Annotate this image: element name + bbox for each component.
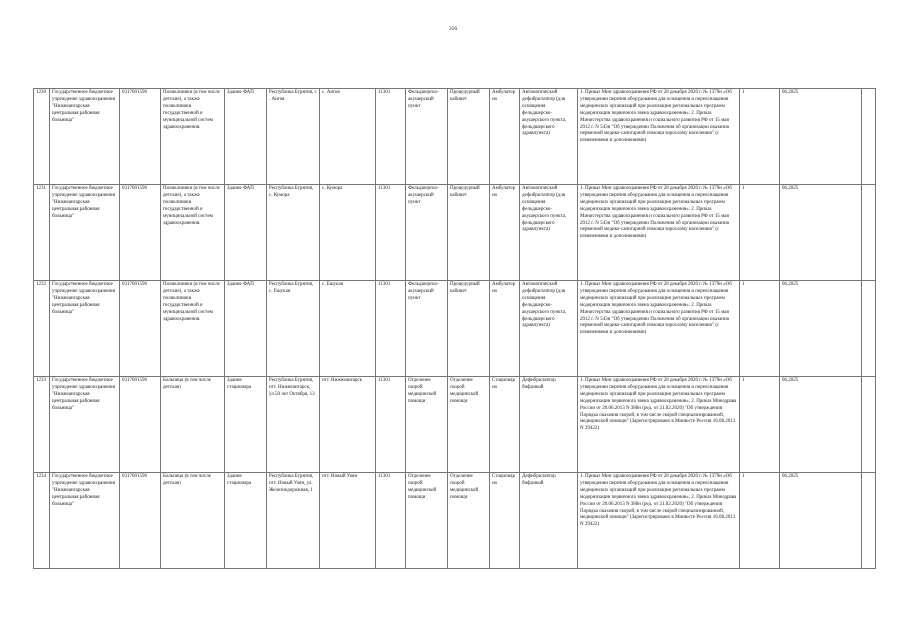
legal-basis-cell: 1. Приказ Мин здравоохранения РФ от 28 декабря 2020 г. № 1379н «Об утверждении перечня оборудования для оснащения и переоснащения медицинских организаций при реализации региональных программ модернизации первичного звена здравоохранения». 2. Приказ Министерства здравоохранения и социального развития РФ от 15 мая 2012 г. N 543н "Об утверждении Положения об организации оказания первичной медико-санитарной помощи взрослому населению" (с изменениями и дополнениями) <box>578 89 740 185</box>
building-cell: Здание ФАП <box>225 89 267 185</box>
organization-cell: Государственное бюджетное учреждение здравоохранения "Нижнеангарская центральная районная больница" <box>50 473 120 569</box>
quantity-cell: 1 <box>740 89 780 185</box>
locality-cell: пгт. Новый Уоян <box>320 473 376 569</box>
equipment-cell: Автоматический дефибриллятор (для оснащения фельдшерско-акушерского пункта, фельдшерского здравпункта) <box>520 281 578 377</box>
date-cell: 06.2025 <box>780 473 862 569</box>
table-row <box>34 281 876 377</box>
code-cell: 11301 <box>376 89 406 185</box>
building-cell: Здание ФАП <box>225 185 267 281</box>
empty-cell <box>862 89 876 185</box>
building-cell: Здание стационара <box>225 473 267 569</box>
row-number: 1234 <box>34 473 50 569</box>
address-cell: Республика Бурятия, с . Ангоя <box>267 89 320 185</box>
quantity-cell: 1 <box>740 185 780 281</box>
locality-cell: с. Ешукан <box>320 281 376 377</box>
equipment-cell: Автоматический дефибриллятор (для оснащения фельдшерско-акушерского пункта, фельдшерского здравпункта) <box>520 185 578 281</box>
table-row <box>34 185 876 281</box>
date-cell: 06.2025 <box>780 377 862 473</box>
organization-type-cell: Поликлиники (в том числе детские), а также поликлиники государственной и муниципальной систем здравоохранения. <box>161 89 225 185</box>
legal-basis-cell: 1. Приказ Мин здравоохранения РФ от 28 декабря 2020 г. № 1379н «Об утверждении перечня оборудования для оснащения и переоснащения медицинских организаций при реализации региональных программ модернизации первичного звена здравоохранения». 2. Приказ Министерства здравоохранения и социального развития РФ от 15 мая 2012 г. N 543н "Об утверждении Положения об организации оказания первичной медико-санитарной помощи взрослому населению" (с изменениями и дополнениями) <box>578 185 740 281</box>
organization-cell: Государственное бюджетное учреждение здравоохранения "Нижнеангарская центральная районная больница" <box>50 377 120 473</box>
legal-basis-cell: 1. Приказ Мин здравоохранения РФ от 28 декабря 2020 г. № 1379н «Об утверждении перечня оборудования для оснащения и переоснащения медицинских организаций при реализации региональных программ модернизации первичного звена здравоохранения». 2. Приказ Минздрава России от 20.06.2013 N 388н (ред. от 21.02.2020) "Об утверждении Порядка оказания скорой, в том числе скорой специализированной, медицинской помощи" (Зарегистрировано в Минюсте России 16.08.2013 N 29422) <box>578 377 740 473</box>
locality-cell: с. Ангоя <box>320 89 376 185</box>
unit-cell: Фельдшерско-акушерский пункт <box>406 281 448 377</box>
building-cell: Здание стационара <box>225 377 267 473</box>
organization-cell: Государственное бюджетное учреждение здравоохранения "Нижнеангарская центральная районная больница" <box>50 281 120 377</box>
empty-cell <box>862 473 876 569</box>
date-cell: 06.2025 <box>780 185 862 281</box>
organization-type-cell: Поликлиники (в том числе детские), а также поликлиники государственной и муниципальной систем здравоохранения. <box>161 281 225 377</box>
inn-cell: 0317001596 <box>120 281 161 377</box>
unit-cell: Отделение скорой медицинской помощи <box>406 473 448 569</box>
unit-cell: Фельдшерско-акушерский пункт <box>406 185 448 281</box>
row-number: 1231 <box>34 185 50 281</box>
room-cell: Процедурный кабинет <box>448 185 490 281</box>
code-cell: 11301 <box>376 185 406 281</box>
organization-type-cell: Больница (в том числе детская) <box>161 473 225 569</box>
quantity-cell: 1 <box>740 473 780 569</box>
room-cell: Отделение скорой медицинской помощи <box>448 377 490 473</box>
care-conditions-cell: Амбулаторно <box>490 281 520 377</box>
care-conditions-cell: Стационарно <box>490 473 520 569</box>
date-cell: 06.2025 <box>780 281 862 377</box>
quantity-cell: 1 <box>740 281 780 377</box>
care-conditions-cell: Амбулаторно <box>490 89 520 185</box>
care-conditions-cell: Стационарно <box>490 377 520 473</box>
room-cell: Процедурный кабинет <box>448 281 490 377</box>
address-cell: Республика Бурятия, пгт. Новый Уоян, ул. Железнодорожная, 1 <box>267 473 320 569</box>
organization-cell: Государственное бюджетное учреждение здравоохранения "Нижнеангарская центральная районная больница" <box>50 89 120 185</box>
locality-cell: с. Кумора <box>320 185 376 281</box>
unit-cell: Фельдшерско-акушерский пункт <box>406 89 448 185</box>
address-cell: Республика Бурятия, с. Ешукан <box>267 281 320 377</box>
equipment-cell: Дефибриллятор бифазный <box>520 473 578 569</box>
organization-type-cell: Больница (в том числе детская) <box>161 377 225 473</box>
building-cell: Здание ФАП <box>225 281 267 377</box>
address-cell: Республика Бурятия, пгт. Нижнеангарск, ул.50 лет Октября, 13 <box>267 377 320 473</box>
table-row <box>34 89 876 185</box>
table-row <box>34 473 876 569</box>
empty-cell <box>862 377 876 473</box>
equipment-cell: Дефибриллятор бифазный <box>520 377 578 473</box>
care-conditions-cell: Амбулаторно <box>490 185 520 281</box>
room-cell: Процедурный кабинет <box>448 89 490 185</box>
empty-cell <box>862 281 876 377</box>
unit-cell: Отделение скорой медицинской помощи <box>406 377 448 473</box>
inn-cell: 0317001596 <box>120 185 161 281</box>
locality-cell: пгт. Нижнеангарск <box>320 377 376 473</box>
code-cell: 11301 <box>376 377 406 473</box>
code-cell: 11301 <box>376 473 406 569</box>
row-number: 1230 <box>34 89 50 185</box>
equipment-cell: Автоматический дефибриллятор (для оснащения фельдшерско-акушерского пункта, фельдшерского здравпункта) <box>520 89 578 185</box>
quantity-cell: 1 <box>740 377 780 473</box>
organization-type-cell: Поликлиники (в том числе детские), а также поликлиники государственной и муниципальной систем здравоохранения. <box>161 185 225 281</box>
table-row <box>34 377 876 473</box>
legal-basis-cell: 1. Приказ Мин здравоохранения РФ от 28 декабря 2020 г. № 1379н «Об утверждении перечня оборудования для оснащения и переоснащения медицинских организаций при реализации региональных программ модернизации первичного звена здравоохранения». 2. Приказ Министерства здравоохранения и социального развития РФ от 15 мая 2012 г. N 543н "Об утверждении Положения об организации оказания первичной медико-санитарной помощи взрослому населению" (с изменениями и дополнениями) <box>578 281 740 377</box>
page-number: 356 <box>448 26 458 32</box>
organization-cell: Государственное бюджетное учреждение здравоохранения "Нижнеангарская центральная районная больница" <box>50 185 120 281</box>
row-number: 1232 <box>34 281 50 377</box>
code-cell: 11301 <box>376 281 406 377</box>
empty-cell <box>862 185 876 281</box>
legal-basis-cell: 1. Приказ Мин здравоохранения РФ от 28 декабря 2020 г. № 1379н «Об утверждении перечня оборудования для оснащения и переоснащения медицинских организаций при реализации региональных программ модернизации первичного звена здравоохранения». 2. Приказ Минздрава России от 20.06.2013 N 388н (ред. от 21.02.2020) "Об утверждении Порядка оказания скорой, в том числе скорой специализированной, медицинской помощи" (Зарегистрировано в Минюсте России 16.08.2013 N 29422) <box>578 473 740 569</box>
room-cell: Отделение скорой медицинской помощи <box>448 473 490 569</box>
inn-cell: 0317001596 <box>120 89 161 185</box>
row-number: 1233 <box>34 377 50 473</box>
equipment-register-table <box>33 88 876 569</box>
date-cell: 06.2025 <box>780 89 862 185</box>
inn-cell: 0317001596 <box>120 473 161 569</box>
inn-cell: 0317001596 <box>120 377 161 473</box>
address-cell: Республика Бурятия, с. Кумора <box>267 185 320 281</box>
